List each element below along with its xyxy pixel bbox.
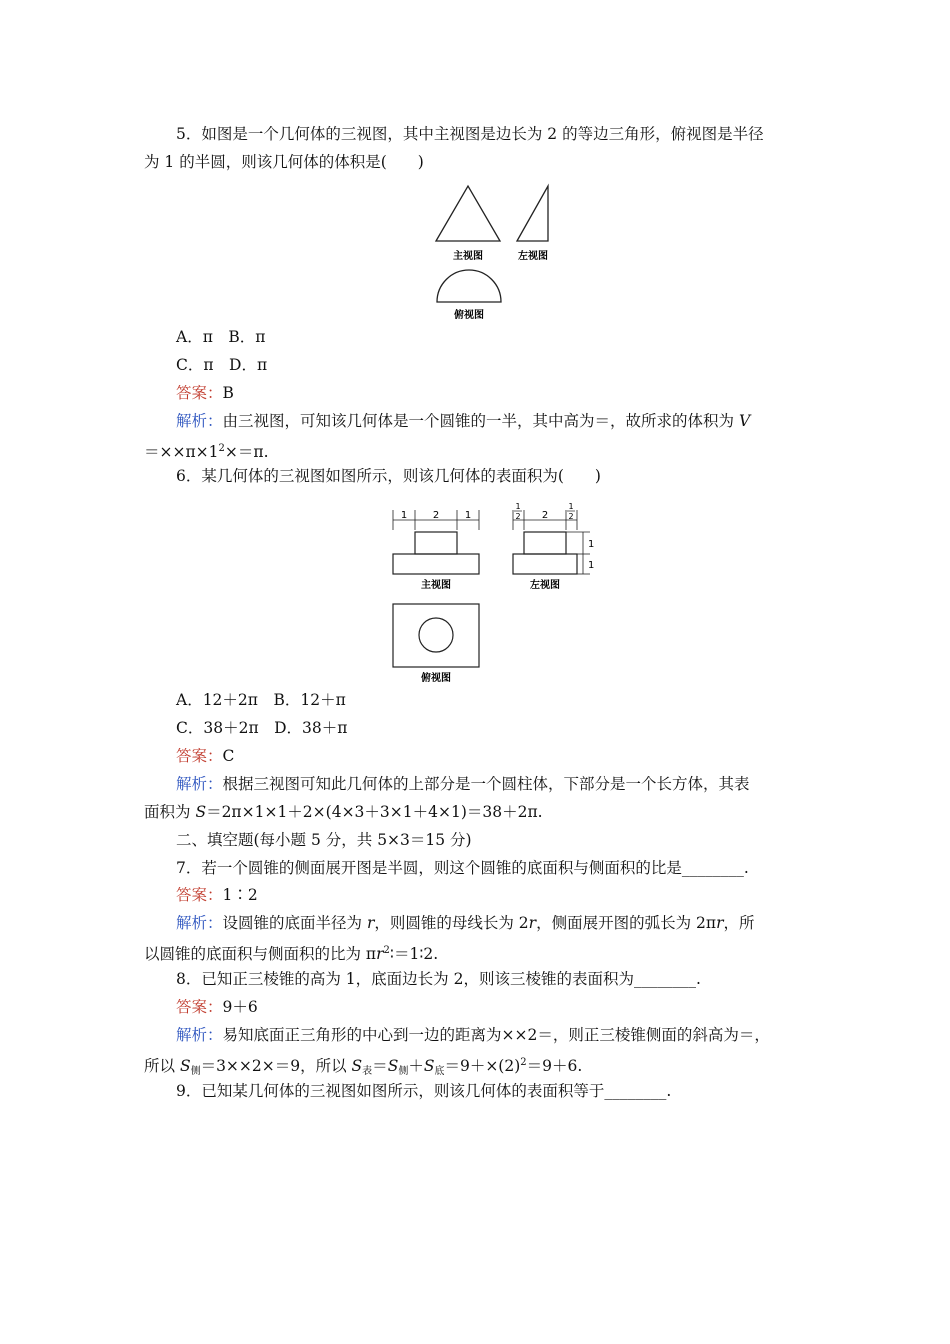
q7-analysis-line2 (144, 941, 810, 964)
superscript: 2 (520, 1057, 527, 1068)
section-heading: 二、填空题(每小题 5 分，共 5×3＝15 分) (176, 831, 472, 849)
q6-top-view-label: 俯视图 (421, 673, 451, 684)
q5-front-view-label: 主视图 (453, 251, 483, 262)
analysis-text: ＝9＋6. (526, 1057, 583, 1075)
side-dim-middle: 2 (541, 510, 549, 521)
front-dim-middle: 2 (432, 510, 440, 521)
analysis-text: 面积为 (144, 803, 196, 821)
variable-r: r (366, 914, 375, 932)
q8-analysis-line2 (144, 1053, 810, 1082)
answer-label: 答案： (176, 747, 223, 765)
analysis-label: 解析： (176, 1026, 223, 1044)
q6-stem: 6．某几何体的三视图如图所示，则该几何体的表面积为( ) (176, 467, 601, 485)
analysis-text: 易知底面正三角形的中心到一边的距离为××2＝，则正三棱锥侧面的斜高为＝， (222, 1026, 770, 1044)
side-dim-lower: 1 (588, 560, 595, 571)
q5-answer (176, 383, 810, 403)
variable-v: V (738, 412, 751, 430)
variable-r: r (376, 945, 384, 963)
variable-r: r (716, 914, 724, 932)
q5-analysis-line1 (176, 411, 810, 431)
q6-front-view-label: 主视图 (421, 580, 451, 591)
answer-label: 答案： (176, 886, 223, 904)
q6-three-view-figure (385, 500, 600, 688)
q9-stem: 9．已知某几何体的三视图如图所示，则该几何体的表面积等于________. (176, 1082, 672, 1100)
subscript: 侧 (190, 1066, 201, 1077)
analysis-text: ＝3××2×＝9，所以 (200, 1057, 352, 1075)
q7-analysis-line1 (176, 913, 810, 933)
answer-label: 答案： (176, 384, 223, 402)
side-half-right-num: 1 (568, 502, 574, 511)
side-half-left-num: 1 (515, 502, 521, 511)
q6-top-view (393, 604, 479, 684)
analysis-text: 设圆锥的底面半径为 (222, 914, 367, 932)
q5-three-view-figure (430, 180, 560, 322)
front-dim-right: 1 (464, 510, 472, 521)
q8-stem: 8．已知正三棱锥的高为 1，底面边长为 2，则该三棱锥的表面积为________. (176, 970, 701, 988)
analysis-text: ，则圆锥的母线长为 2 (374, 914, 529, 932)
subscript: 表 (362, 1066, 373, 1077)
analysis-text: ＝××π×1 (144, 443, 219, 461)
top-view-circle (419, 618, 453, 652)
answer-value: 1∶2 (222, 886, 258, 904)
analysis-text: ＝2π×1×1＋2×(4×3＋3×1＋4×1)＝38＋2π. (206, 803, 543, 821)
analysis-label: 解析： (176, 914, 223, 932)
q5-front-view-triangle (436, 186, 500, 241)
superscript: 2 (218, 443, 225, 454)
side-view-box (513, 554, 577, 574)
analysis-label: 解析： (176, 775, 223, 793)
subscript: 侧 (398, 1066, 409, 1077)
analysis-text: 根据三视图可知此几何体的上部分是一个圆柱体，下部分是一个长方体，其表 (222, 775, 750, 793)
q5-side-view-label: 左视图 (518, 251, 548, 262)
side-half-right-den: 2 (568, 512, 574, 521)
analysis-text: ×＝π. (224, 443, 269, 461)
analysis-text: 由三视图，可知该几何体是一个圆锥的一半，其中高为＝，故所求的体积为 (222, 412, 739, 430)
side-view-cylinder (524, 532, 566, 554)
q5-options-ab: A．π B．π (176, 328, 266, 346)
side-dim-upper: 1 (588, 539, 595, 550)
q6-options-ab: A．12＋2π B．12＋π (176, 691, 346, 709)
answer-value: 9＋6 (222, 998, 258, 1016)
q5-stem-line1: 5．如图是一个几何体的三视图，其中主视图是边长为 2 的等边三角形，俯视图是半径 (176, 125, 764, 143)
answer-value: C (222, 747, 235, 765)
analysis-text: 以圆锥的底面积与侧面积的比为 π (144, 945, 377, 963)
analysis-text: ∶＝1∶2. (389, 945, 439, 963)
variable-s: S (423, 1057, 435, 1075)
analysis-text: 所以 (144, 1057, 180, 1075)
variable-s: S (179, 1057, 191, 1075)
analysis-text: ，侧面展开图的弧长为 2π (536, 914, 717, 932)
q5-top-view-semicircle (437, 270, 501, 302)
q6-front-view (393, 510, 479, 591)
variable-s: S (195, 803, 207, 821)
variable-s: S (351, 1057, 363, 1075)
q7-answer (176, 885, 810, 905)
superscript: 2 (383, 945, 390, 956)
answer-label: 答案： (176, 998, 223, 1016)
front-dim-left: 1 (400, 510, 408, 521)
analysis-text: ＝ (372, 1057, 388, 1075)
q6-analysis-line2 (144, 802, 810, 822)
front-view-box (393, 554, 479, 574)
q5-options-cd: C．π D．π (176, 356, 268, 374)
analysis-text: ＝9＋×(2) (444, 1057, 521, 1075)
analysis-label: 解析： (176, 412, 223, 430)
subscript: 底 (434, 1066, 445, 1077)
q8-analysis-line1 (176, 1025, 810, 1045)
q5-analysis-line2 (144, 439, 810, 462)
variable-s: S (387, 1057, 399, 1075)
q6-answer (176, 746, 810, 766)
q6-side-view (513, 502, 594, 591)
side-half-left-den: 2 (515, 512, 521, 521)
q6-analysis-line1 (176, 774, 810, 794)
front-view-cylinder (415, 532, 457, 554)
analysis-text: ，所 (723, 914, 755, 932)
q5-stem-line2: 为 1 的半圆，则该几何体的体积是( ) (144, 153, 424, 171)
q5-side-view-triangle (517, 186, 548, 241)
variable-r: r (528, 914, 537, 932)
analysis-text: ＋ (408, 1057, 424, 1075)
q5-top-view-label: 俯视图 (454, 310, 484, 321)
q7-stem: 7．若一个圆锥的侧面展开图是半圆，则这个圆锥的底面积与侧面积的比是________. (176, 859, 749, 877)
q8-answer (176, 997, 810, 1017)
q6-side-view-label: 左视图 (530, 580, 560, 591)
q6-options-cd: C．38＋2π D．38＋π (176, 719, 348, 737)
top-view-rect (393, 604, 479, 667)
answer-value: B (222, 384, 234, 402)
